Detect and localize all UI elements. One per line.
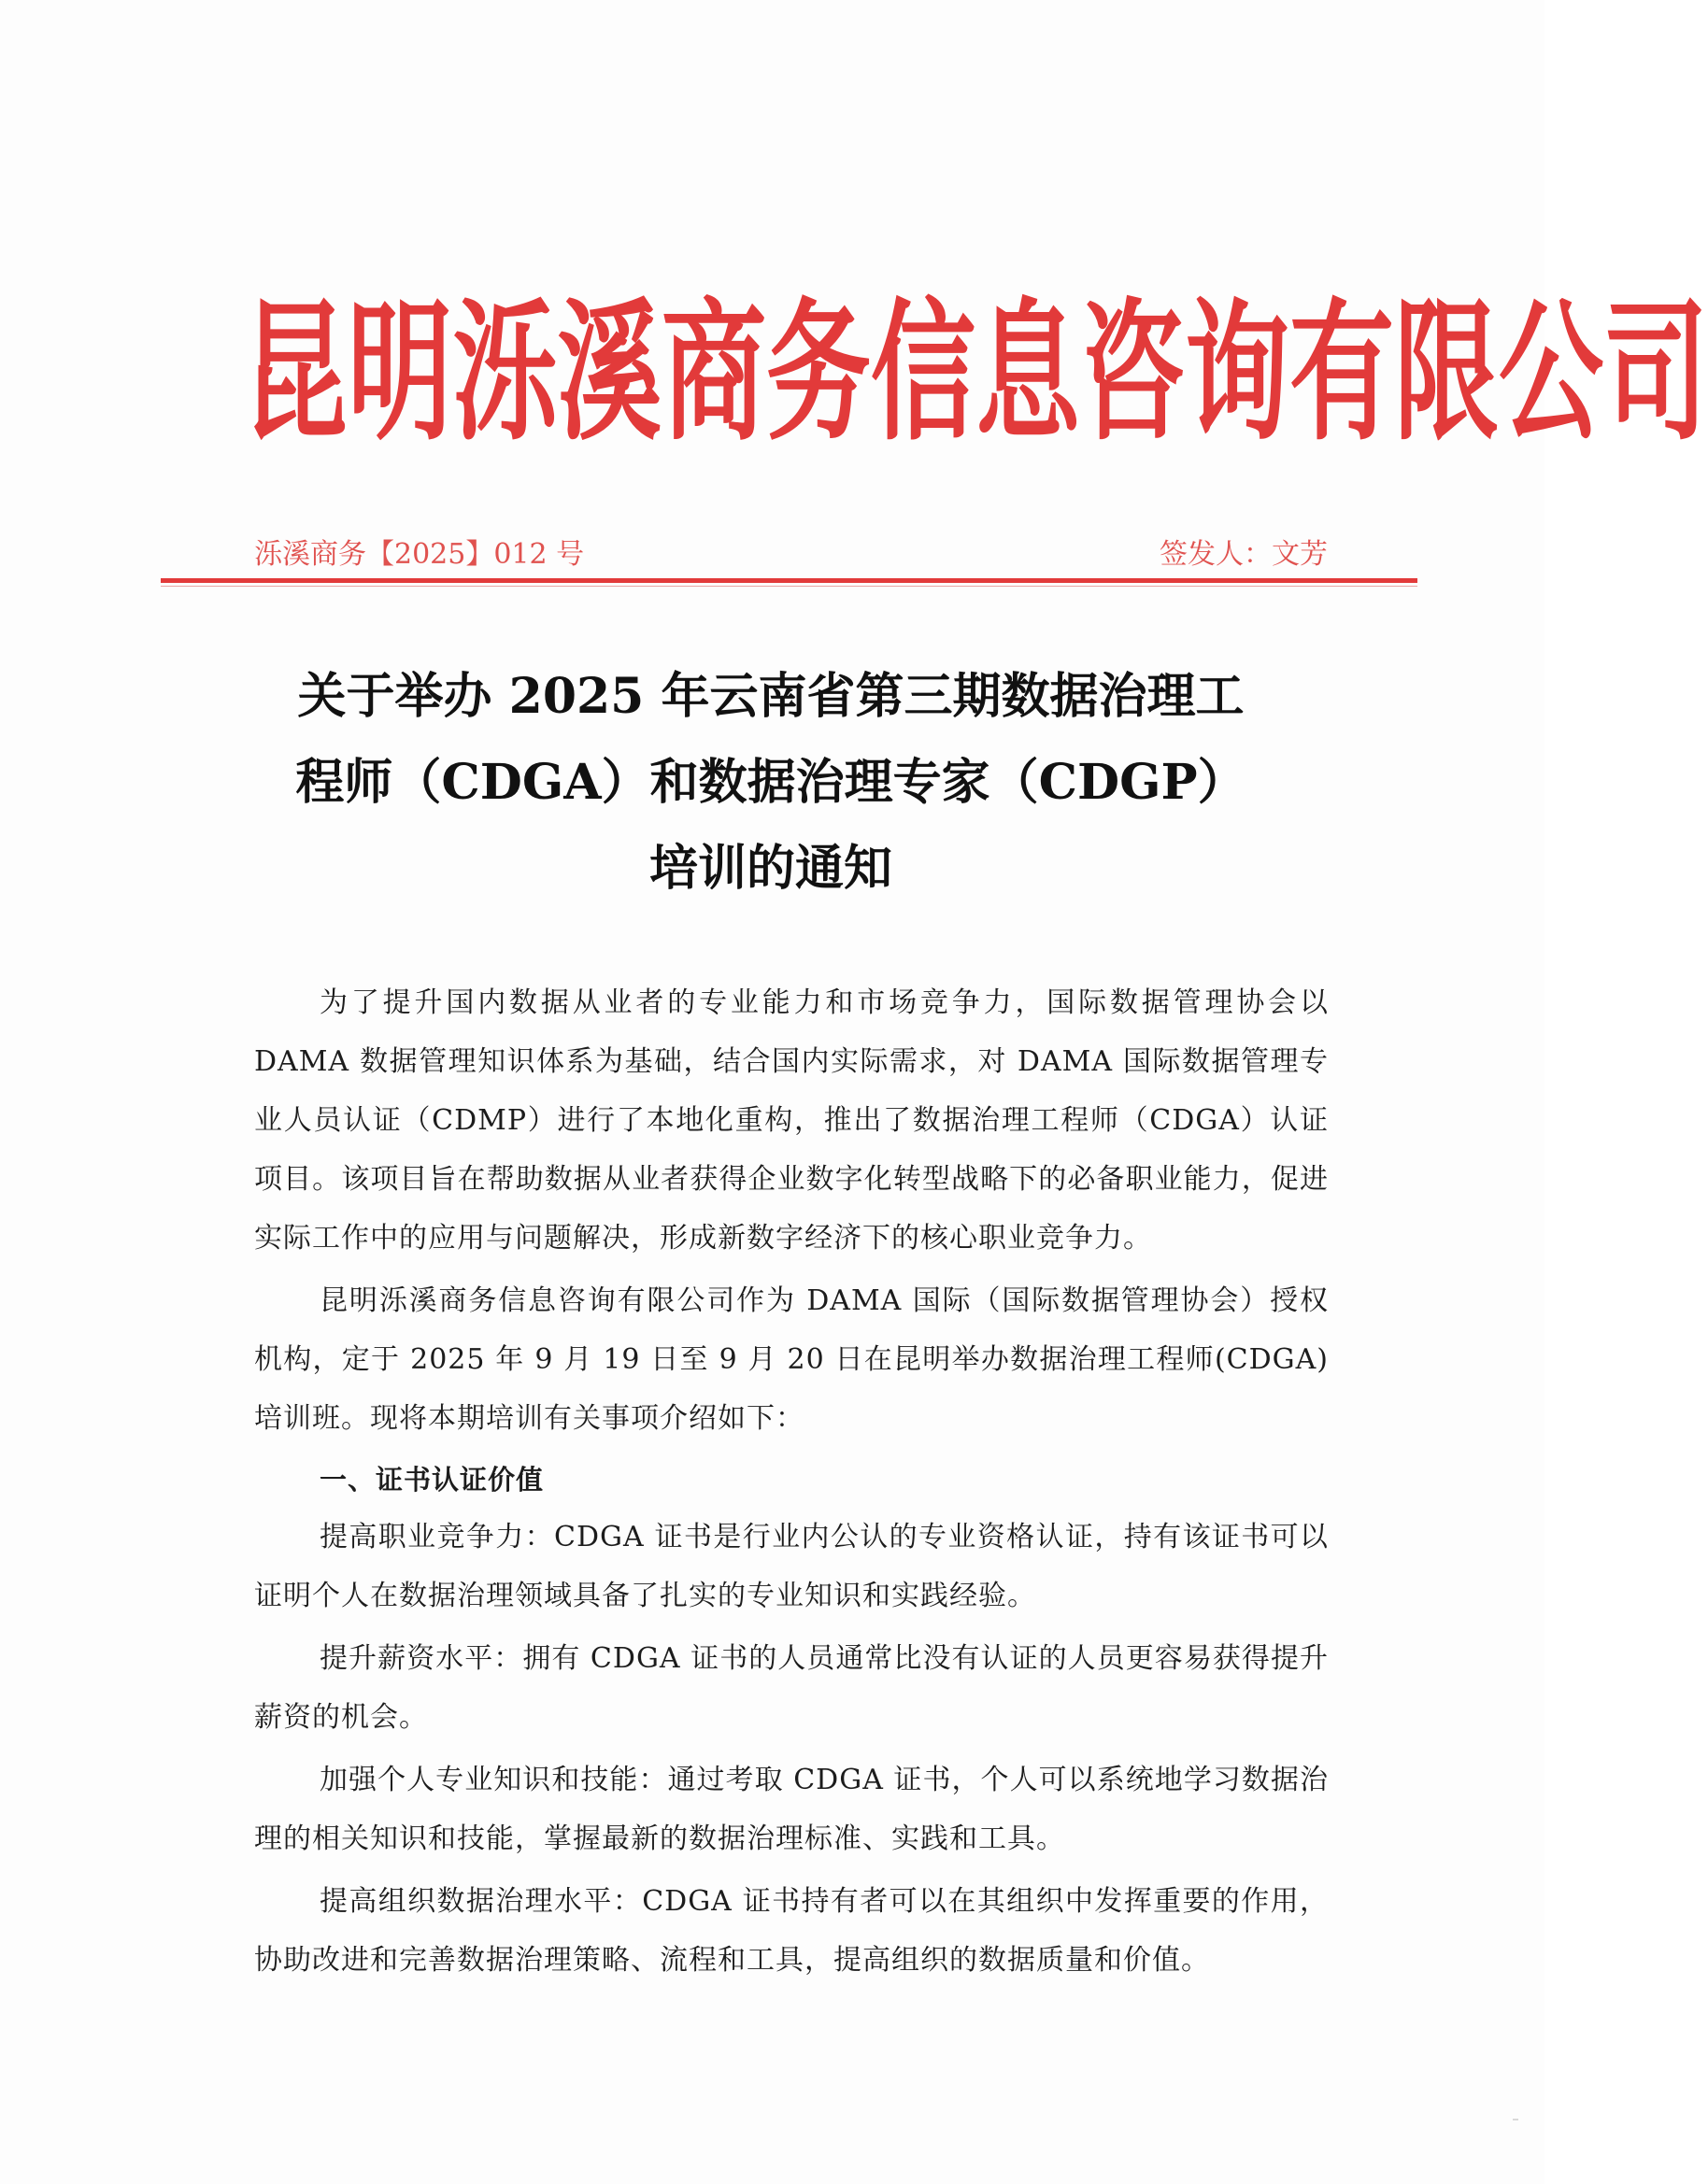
body-paragraph-organization: 提高组织数据治理水平：CDGA 证书持有者可以在其组织中发挥重要的作用，协助改进和完善数据治理策略、流程和工具，提高组织的数据质量和价值。	[254, 1885, 1329, 1977]
body-paragraph-intro: 为了提升国内数据从业者的专业能力和市场竞争力，国际数据管理协会以 DAMA 数据管理知识体系为基础，结合国内实际需求，对 DAMA 国际数据管理专业人员认证（CDMP）进行了本地化重构，推出了数据治理工程师（CDGA）认证项目。该项目旨在帮助数据从业者获得企业数字化转型战略下的必备职业能力，促进实际工作中的应用与问题解决，形成新数字经济下的核心职业竞争力。	[254, 986, 1329, 1255]
letterhead-red-divider-thin	[161, 586, 1417, 587]
body-paragraph-skills: 加强个人专业知识和技能：通过考取 CDGA 证书，个人可以系统地学习数据治理的相关知识和技能，掌握最新的数据治理标准、实践和工具。	[254, 1764, 1329, 1855]
body-paragraph-competitiveness: 提高职业竞争力：CDGA 证书是行业内公认的专业资格认证，持有该证书可以证明个人在数据治理领域具备了扎实的专业知识和实践经验。	[254, 1521, 1329, 1612]
document-title-line-3: 培训的通知	[648, 840, 892, 897]
document-title-line-1: 关于举办 2025 年云南省第三期数据治理工	[297, 668, 1245, 725]
document-signer: 签发人：文芳	[1160, 538, 1328, 571]
section-heading-certificate-value: 一、证书认证价值	[320, 1464, 545, 1496]
body-paragraph-organizer: 昆明泺溪商务信息咨询有限公司作为 DAMA 国际（国际数据管理协会）授权机构，定于 2025 年 9 月 19 日至 9 月 20 日在昆明举办数据治理工程师(CDGA)培训班。现将本期培训有关事项介绍如下：	[254, 1284, 1329, 1435]
body-paragraph-salary: 提升薪资水平：拥有 CDGA 证书的人员通常比没有认证的人员更容易获得提升薪资的机会。	[254, 1642, 1329, 1734]
document-body	[254, 973, 1329, 1993]
document-title-line-2: 程师（CDGA）和数据治理专家（CDGP）	[295, 754, 1246, 811]
scan-artifact	[1513, 2119, 1518, 2120]
letterhead-organization-name: 昆明泺溪商务信息咨询有限公司	[243, 285, 1708, 462]
document-title	[168, 654, 1374, 912]
document-number: 泺溪商务【2025】012 号	[254, 538, 585, 571]
letterhead-red-divider	[161, 578, 1417, 583]
